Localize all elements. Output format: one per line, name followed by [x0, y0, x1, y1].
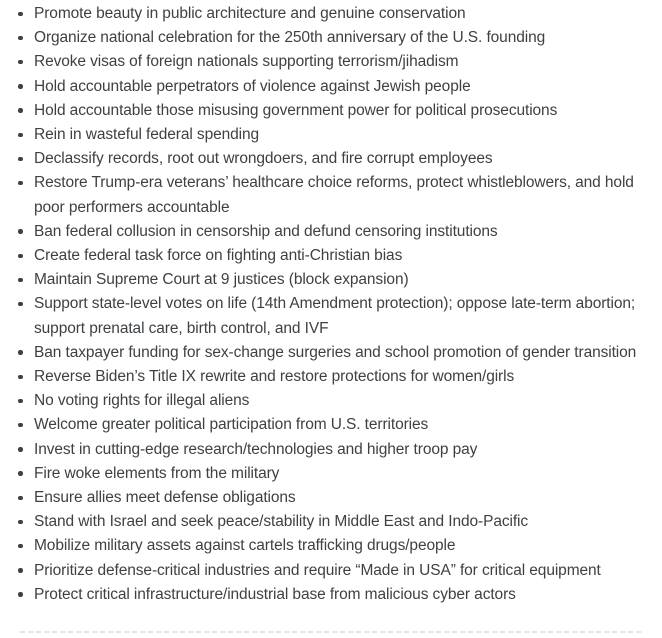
- list-item: Reverse Biden’s Title IX rewrite and restore protections for women/girls: [34, 365, 648, 389]
- list-item: Ensure allies meet defense obligations: [34, 486, 648, 510]
- list-item: Mobilize military assets against cartels trafficking drugs/people: [34, 534, 648, 558]
- list-item: Invest in cutting-edge research/technologies and higher troop pay: [34, 438, 648, 462]
- clipped-next-line-sliver: [20, 631, 642, 633]
- list-item: Support state-level votes on life (14th Amendment protection); oppose late-term abortion; support prenatal care, birth control, and IVF: [34, 292, 648, 340]
- list-item: Stand with Israel and seek peace/stability in Middle East and Indo-Pacific: [34, 510, 648, 534]
- list-item: Maintain Supreme Court at 9 justices (block expansion): [34, 268, 648, 292]
- list-item: Restore Trump-era veterans’ healthcare choice reforms, protect whistleblowers, and hold poor performers accountable: [34, 171, 648, 219]
- list-item: No voting rights for illegal aliens: [34, 389, 648, 413]
- list-item: Declassify records, root out wrongdoers, and fire corrupt employees: [34, 147, 648, 171]
- list-item: Revoke visas of foreign nationals supporting terrorism/jihadism: [34, 50, 648, 74]
- list-item: Organize national celebration for the 250th anniversary of the U.S. founding: [34, 26, 648, 50]
- list-item: Ban taxpayer funding for sex-change surgeries and school promotion of gender transition: [34, 341, 648, 365]
- list-item: Welcome greater political participation from U.S. territories: [34, 413, 648, 437]
- list-item: Hold accountable perpetrators of violence against Jewish people: [34, 75, 648, 99]
- list-item: Prioritize defense-critical industries and require “Made in USA” for critical equipment: [34, 559, 648, 583]
- list-item: Rein in wasteful federal spending: [34, 123, 648, 147]
- list-item: Create federal task force on fighting anti-Christian bias: [34, 244, 648, 268]
- list-item: Promote beauty in public architecture and genuine conservation: [34, 2, 648, 26]
- list-item: Protect critical infrastructure/industrial base from malicious cyber actors: [34, 583, 648, 607]
- list-item: Ban federal collusion in censorship and defund censoring institutions: [34, 220, 648, 244]
- list-item: Hold accountable those misusing government power for political prosecutions: [34, 99, 648, 123]
- list-item: Fire woke elements from the military: [34, 462, 648, 486]
